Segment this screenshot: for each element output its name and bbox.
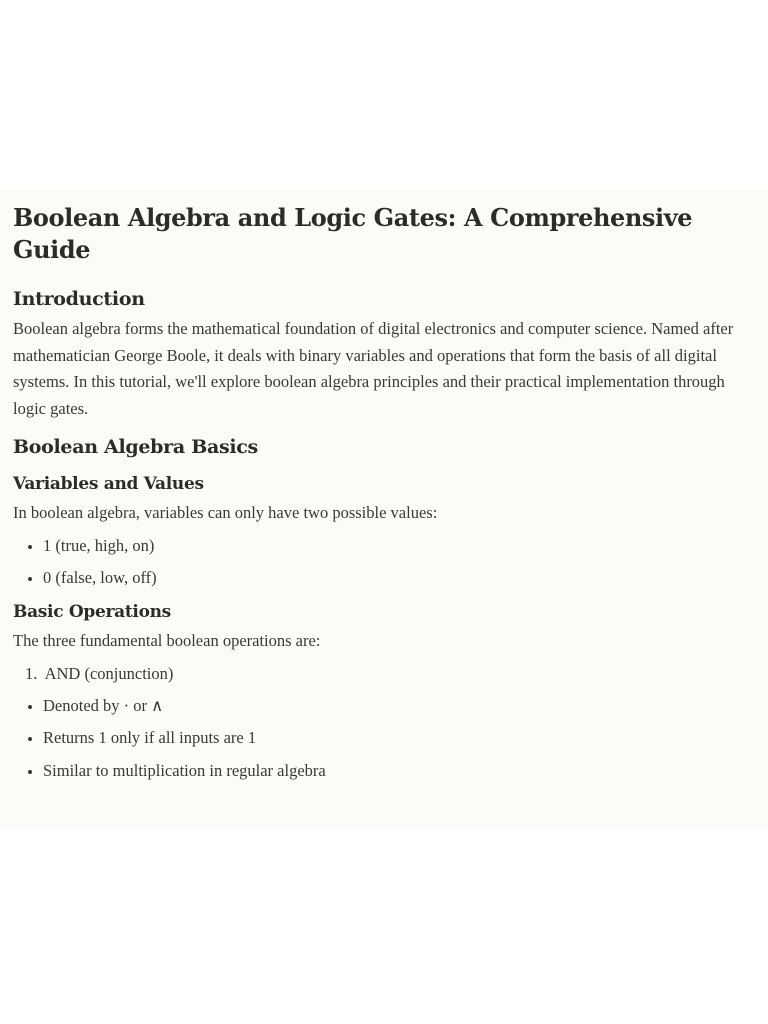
- list-item: 1 (true, high, on): [13, 535, 744, 557]
- article-title: Boolean Algebra and Logic Gates: A Comprehensive Guide: [13, 203, 693, 264]
- introduction-heading: Introduction: [13, 288, 145, 310]
- list-item: 0 (false, low, off): [13, 567, 744, 589]
- introduction-paragraph: Boolean algebra forms the mathematical foundation of digital electronics and computer science. Named after mathematician George Boole, it deals with binary variables and operations that form the basis of all digital systems. In this tutorial, we'll explore boolean algebra principles and their practical implementation through logic gates.: [13, 319, 734, 418]
- variables-heading: Variables and Values: [13, 474, 204, 495]
- operations-paragraph: The three fundamental boolean operations are:: [13, 630, 321, 650]
- list-number: 1.: [25, 663, 38, 683]
- and-details-list: [13, 695, 744, 782]
- operations-heading: Basic Operations: [13, 601, 171, 622]
- variables-paragraph: In boolean algebra, variables can only have two possible values:: [13, 503, 438, 523]
- operations-list: [13, 663, 744, 685]
- list-item: [13, 663, 744, 685]
- basics-heading: Boolean Algebra Basics: [13, 436, 258, 459]
- values-list: [13, 535, 744, 590]
- list-item: Returns 1 only if all inputs are 1: [13, 727, 744, 749]
- article-content: [0, 190, 768, 830]
- list-item-label: AND (conjunction): [44, 663, 174, 683]
- list-item: Similar to multiplication in regular algebra: [13, 760, 744, 782]
- list-item: Denoted by · or ∧: [13, 695, 744, 717]
